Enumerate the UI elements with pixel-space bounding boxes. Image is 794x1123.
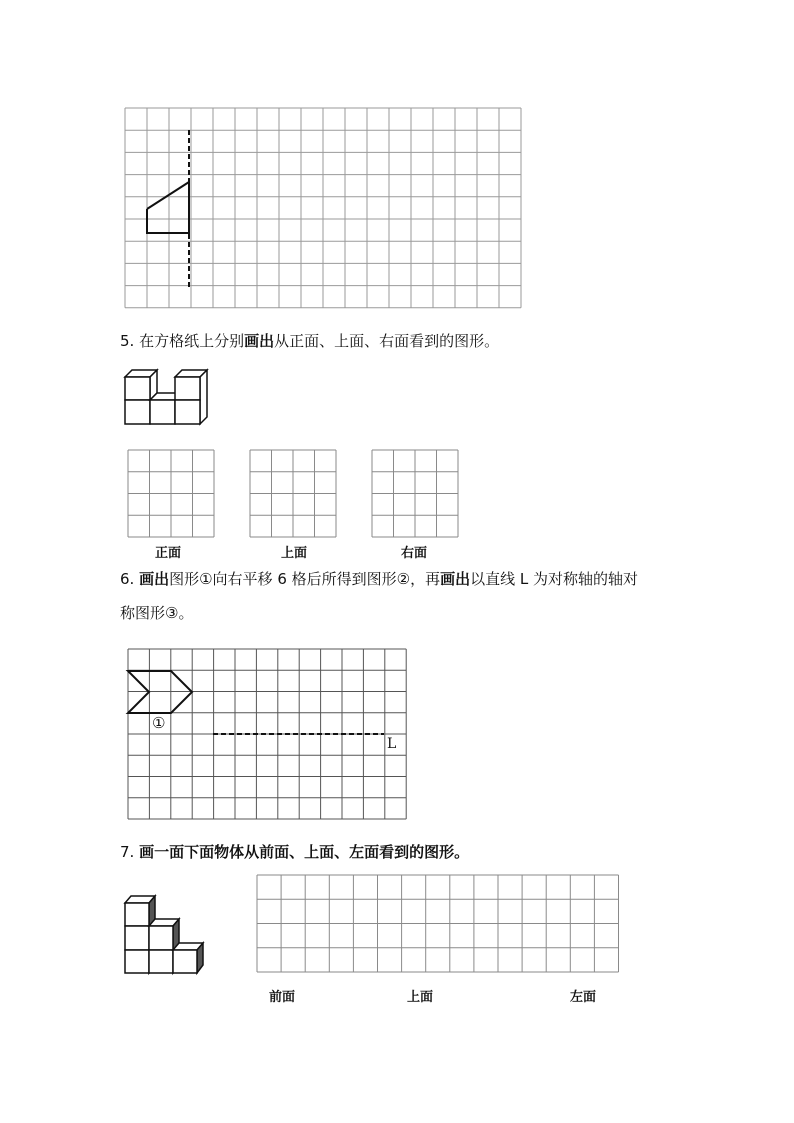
q6-text-b: 图形①向右平移 6 格后所得到图形②，再 [169,570,441,588]
q7-number: 7. [120,843,135,861]
q5-text-c: 从正面、上面、右面看到的图形。 [274,332,500,350]
q6-text-c: 画出 [440,570,471,588]
q6-number: 6. [120,570,135,588]
q5-number: 5. [120,332,135,350]
q7-caption-front: 前面 [268,990,295,1005]
q7-caption-left: 左面 [569,990,596,1005]
q6-text-a: 画出 [139,570,170,588]
q7-caption-top: 上面 [406,990,433,1005]
q5-instruction [120,331,499,351]
top-trapezoid [147,182,189,233]
shape-1-label: ① [152,714,166,732]
q5-caption-right: 右面 [400,546,427,561]
line-L-label: L [387,736,397,752]
q5-text-a: 在方格纸上分别 [139,332,245,350]
q5-text-b: 画出 [244,332,275,350]
q6-instruction-line2: 称图形③。 [120,604,194,622]
q7-cube-figure [125,896,203,973]
q5-caption-front: 正面 [154,546,181,561]
q6-text-d: 以直线 L 为对称轴的轴对 [470,570,639,588]
q5-caption-top: 上面 [280,546,307,561]
q6-instruction-line1 [120,569,638,589]
q5-cube-figure [125,370,207,424]
q7-text-a: 画一面下面物体从前面、上面、左面看到的图形。 [139,843,470,861]
q7-instruction [120,842,469,862]
